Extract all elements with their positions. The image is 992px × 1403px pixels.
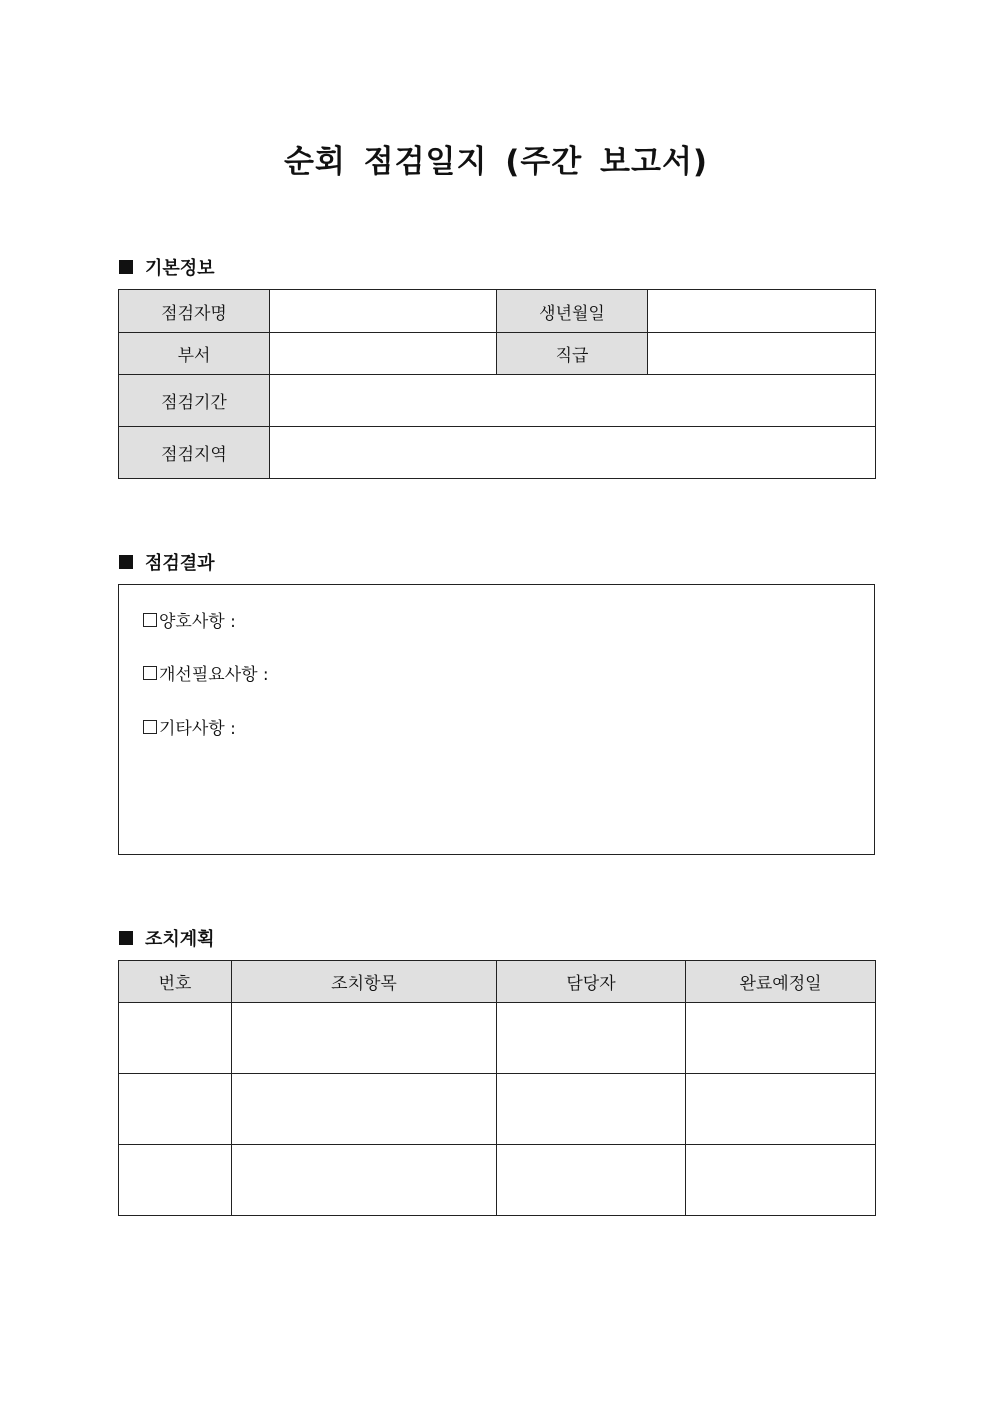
field-position[interactable] [648,333,876,375]
column-header-action-item: 조치항목 [232,961,497,1003]
cell-due-date[interactable] [686,1074,876,1145]
field-birth-date[interactable] [648,290,876,333]
field-department[interactable] [270,333,497,375]
field-period[interactable] [270,375,876,427]
table-row [119,1145,876,1216]
square-bullet-icon [119,931,133,945]
result-item-label: 기타사항 : [159,719,236,739]
square-bullet-icon [119,555,133,569]
checkbox-icon[interactable] [143,613,157,627]
cell-due-date[interactable] [686,1003,876,1074]
result-item-label: 개선필요사항 : [159,665,269,685]
label-area: 점검지역 [119,427,270,479]
cell-assignee[interactable] [497,1074,686,1145]
field-area[interactable] [270,427,876,479]
column-header-due-date: 완료예정일 [686,961,876,1003]
table-row [119,1074,876,1145]
result-item-good [143,607,236,632]
cell-number[interactable] [119,1003,232,1074]
section-heading-action-plan [119,925,215,951]
column-header-number: 번호 [119,961,232,1003]
section-heading-text: 기본정보 [145,258,215,279]
checkbox-icon[interactable] [143,720,157,734]
label-period: 점검기간 [119,375,270,427]
section-heading-text: 점검결과 [145,553,215,574]
action-plan-table [118,960,876,1216]
checkbox-icon[interactable] [143,666,157,680]
label-position: 직급 [497,333,648,375]
results-box[interactable] [118,584,875,855]
cell-assignee[interactable] [497,1145,686,1216]
label-inspector-name: 점검자명 [119,290,270,333]
result-item-improvement [143,660,269,685]
cell-action-item[interactable] [232,1145,497,1216]
square-bullet-icon [119,260,133,274]
basic-info-table [118,289,876,479]
column-header-assignee: 담당자 [497,961,686,1003]
table-row [119,1003,876,1074]
cell-number[interactable] [119,1074,232,1145]
section-heading-basic-info [119,254,215,280]
cell-action-item[interactable] [232,1074,497,1145]
cell-number[interactable] [119,1145,232,1216]
cell-assignee[interactable] [497,1003,686,1074]
field-inspector-name[interactable] [270,290,497,333]
cell-due-date[interactable] [686,1145,876,1216]
result-item-label: 양호사항 : [159,612,236,632]
result-item-other [143,714,236,739]
page-title: 순회 점검일지 (주간 보고서) [283,144,709,180]
section-heading-text: 조치계획 [145,929,215,950]
table-header-row [119,961,876,1003]
cell-action-item[interactable] [232,1003,497,1074]
label-birth-date: 생년월일 [497,290,648,333]
section-heading-results [119,549,215,575]
label-department: 부서 [119,333,270,375]
